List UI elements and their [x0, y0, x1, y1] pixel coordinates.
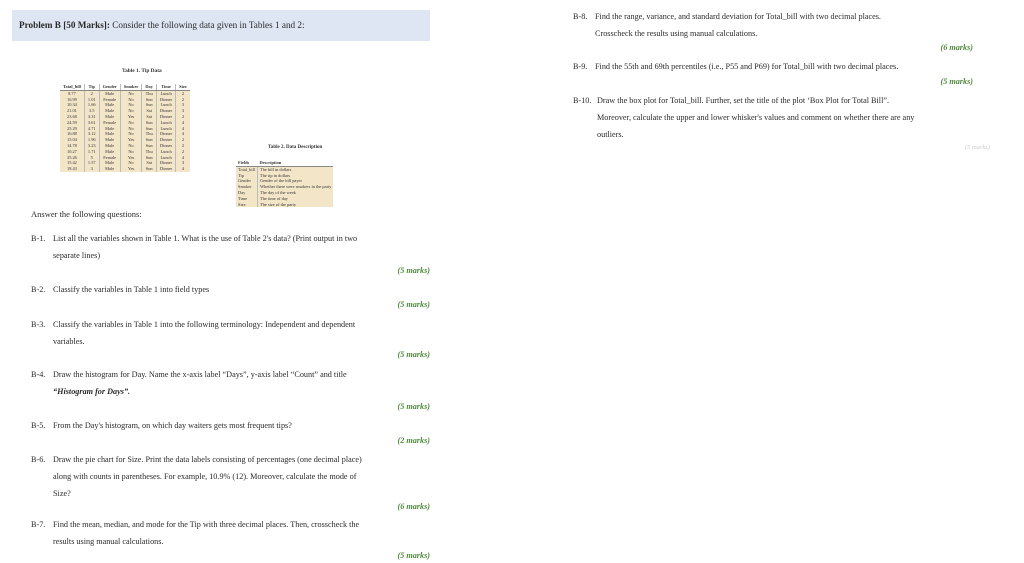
table-cell: Thu — [142, 149, 157, 155]
question-b4 — [31, 366, 436, 400]
table-cell: Male — [99, 90, 120, 96]
column-header: Day — [142, 84, 157, 90]
table-cell: 16.99 — [60, 97, 84, 103]
table-cell: No — [120, 160, 142, 166]
description-cell: Whether there were smokers in the party — [260, 184, 332, 190]
field-cell: Gender — [236, 178, 258, 184]
table-cell: Male — [99, 114, 120, 120]
table-cell: No — [120, 120, 142, 126]
table-cell: Sun — [142, 166, 157, 172]
field-cell: Tip — [236, 173, 258, 179]
question-b10 — [573, 92, 1013, 143]
table-cell: Male — [99, 137, 120, 143]
table-cell: 15.42 — [60, 160, 84, 166]
table-cell: 2 — [181, 148, 185, 154]
table-cell: 2 — [181, 137, 185, 143]
table-cell: Sun — [142, 126, 157, 132]
table2-caption: Table 2. Data Description — [268, 145, 323, 150]
table-cell: Dinner — [156, 137, 175, 143]
table-cell: 1.71 — [84, 149, 99, 155]
table-row — [236, 202, 333, 208]
table-cell: 3 — [181, 160, 185, 166]
description-cell: The size of the party — [260, 201, 297, 207]
field-cell: Size — [236, 202, 258, 208]
table-cell: Lunch — [156, 102, 175, 108]
question-text: Find the 55th and 69th percentiles (i.e., P55 and P69) for Total_bill with two decimal places. — [595, 62, 899, 71]
question-b3 — [31, 316, 436, 350]
table-cell: Dinner — [156, 131, 175, 137]
table-cell: Female — [99, 155, 120, 161]
table-cell: Male — [99, 126, 120, 132]
question-b9 — [573, 58, 1013, 75]
description-cell: The bill in dollars — [260, 166, 292, 172]
table-cell: Thu — [142, 90, 157, 96]
table-cell: 4 — [181, 131, 185, 137]
question-b7 — [31, 516, 436, 550]
table-cell: Dinner — [156, 97, 175, 103]
question-text: Draw the histogram for Day. Name the x-axis label “Days”, y-axis label “Count” and title — [53, 370, 347, 379]
question-label: B-4. — [31, 370, 46, 379]
table-cell: Male — [99, 102, 120, 108]
table-cell: 10.34 — [60, 102, 84, 108]
table-cell: Lunch — [156, 126, 175, 132]
table-cell: 3.5 — [84, 108, 99, 114]
question-label: B-5. — [31, 421, 46, 430]
question-text-cont: Crosscheck the results using manual calculations. — [595, 29, 758, 38]
table-cell: 2 — [181, 90, 185, 96]
table-cell: Sun — [142, 120, 157, 126]
question-text: Classify the variables in Table 1 into field types — [53, 285, 210, 294]
table-cell: Lunch — [156, 90, 175, 96]
question-b8 — [573, 8, 1013, 42]
marks-b3: (5 marks) — [397, 350, 430, 359]
table-cell: Female — [99, 97, 120, 103]
table-cell: 35.26 — [60, 155, 84, 161]
question-label: B-6. — [31, 455, 46, 464]
answer-heading: Answer the following questions: — [31, 209, 142, 219]
table-cell: 4.71 — [84, 126, 99, 132]
table-cell: 1.57 — [84, 160, 99, 166]
question-text-cont: results using manual calculations. — [53, 537, 164, 546]
problem-header — [12, 10, 430, 41]
table-cell: Dinner — [156, 108, 175, 114]
table-cell: Lunch — [156, 155, 175, 161]
question-label: B-10. — [573, 96, 592, 105]
marks-b5: (2 marks) — [397, 436, 430, 445]
table-cell: Female — [99, 120, 120, 126]
table-cell: 3 — [181, 108, 185, 114]
table-cell: 18.43 — [60, 166, 84, 172]
marks-b8: (6 marks) — [940, 43, 973, 52]
table1-caption: Table 1. Tip Data — [122, 68, 162, 74]
table-cell: 14.78 — [60, 143, 84, 149]
marks-b2: (5 marks) — [397, 300, 430, 309]
table-cell: 1.96 — [84, 137, 99, 143]
marks-b9: (5 marks) — [940, 77, 973, 86]
question-label: B-1. — [31, 234, 46, 243]
column-header: Total_bill — [60, 84, 84, 90]
table-cell: 4 — [181, 125, 185, 131]
problem-intro: Consider the following data given in Tables 1 and 2: — [109, 20, 305, 30]
description-cell: The tip in dollars — [260, 172, 291, 178]
question-text-cont: Size? — [53, 489, 71, 498]
table-cell: Sun — [142, 97, 157, 103]
column-header: Description — [258, 160, 334, 166]
data-description-table — [236, 160, 333, 207]
table-cell: 3.61 — [84, 120, 99, 126]
table-cell: Sat — [142, 160, 157, 166]
table-cell: 15.04 — [60, 137, 84, 143]
table-cell: Sun — [142, 155, 157, 161]
question-text-cont: variables. — [53, 337, 85, 346]
table-cell: 8.77 — [60, 90, 84, 96]
field-cell: Smoker — [236, 184, 258, 190]
table-cell: 1.01 — [84, 97, 99, 103]
table-cell: 21.01 — [60, 108, 84, 114]
table-cell: No — [120, 97, 142, 103]
field-cell: Total_bill — [236, 166, 258, 172]
table-cell: 2 — [181, 142, 185, 148]
field-cell: Day — [236, 190, 258, 196]
table-cell: Sun — [142, 137, 157, 143]
table-cell: 4 — [181, 119, 185, 125]
table-cell: 10.27 — [60, 149, 84, 155]
problem-title: Problem B [50 Marks]: — [19, 20, 110, 30]
table-cell: Male — [99, 149, 120, 155]
marks-b6: (6 marks) — [397, 502, 430, 511]
table-cell: No — [120, 131, 142, 137]
column-header: Smoker — [120, 84, 142, 90]
table-cell: No — [120, 102, 142, 108]
table-cell: 4 — [181, 154, 185, 160]
table-cell: 16.88 — [60, 131, 84, 137]
question-text-cont: outliers. — [597, 130, 624, 139]
table-cell: Male — [99, 160, 120, 166]
table-cell: Dinner — [156, 160, 175, 166]
question-text: Classify the variables in Table 1 into the following terminology: Independent and dependent — [53, 320, 356, 329]
question-text-cont: “Histogram for Days”. — [53, 387, 131, 396]
description-cell: Gender of the bill payer — [260, 178, 302, 184]
table-cell: 4 — [181, 166, 185, 172]
table-cell: 23.68 — [60, 114, 84, 120]
table-cell: 3.23 — [84, 143, 99, 149]
marks-b4: (5 marks) — [397, 402, 430, 411]
table-cell: 3 — [84, 166, 99, 172]
question-text: From the Day's histogram, on which day waiters gets most frequent tips? — [53, 421, 292, 430]
field-cell: Time — [236, 196, 258, 202]
table-cell: 3.12 — [84, 131, 99, 137]
question-b5 — [31, 417, 436, 434]
marks-b10: (5 marks) — [964, 144, 990, 151]
marks-b7: (5 marks) — [397, 551, 430, 560]
table-cell: Male — [99, 131, 120, 137]
table-cell: Lunch — [156, 120, 175, 126]
table-cell: 3 — [181, 102, 185, 108]
question-label: B-2. — [31, 285, 46, 294]
question-text-cont: Moreover, calculate the upper and lower whisker's values and comment on whether there are any — [597, 113, 915, 122]
table-cell: Yes — [120, 155, 142, 161]
table-cell: Sun — [142, 143, 157, 149]
table-cell: 1.66 — [84, 102, 99, 108]
table-cell: No — [120, 90, 142, 96]
question-label: B-9. — [573, 62, 588, 71]
table-cell: Sat — [142, 108, 157, 114]
table-cell: No — [120, 143, 142, 149]
question-b1 — [31, 230, 436, 264]
question-text: Find the range, variance, and standard deviation for Total_bill with two decimal places. — [595, 12, 881, 21]
table-cell: Dinner — [156, 166, 175, 172]
tip-data-table — [60, 84, 190, 172]
table-cell: Dinner — [156, 143, 175, 149]
table-cell: No — [120, 149, 142, 155]
table-cell: Sat — [142, 114, 157, 120]
column-header: Tip — [84, 84, 99, 90]
table-cell: Dinner — [156, 114, 175, 120]
column-header: Time — [156, 84, 175, 90]
table-cell: 2 — [84, 90, 99, 96]
question-text: Find the mean, median, and mode for the Tip with three decimal places. Then, crosscheck the — [53, 520, 360, 529]
question-label: B-8. — [573, 12, 588, 21]
table-cell: Yes — [120, 137, 142, 143]
table-cell: 3.31 — [84, 114, 99, 120]
table-cell: No — [120, 126, 142, 132]
column-header: Size — [176, 84, 190, 90]
question-text: Draw the box plot for Total_bill. Further, set the title of the plot ‘Box Plot for Total Bill”. — [597, 96, 890, 105]
table-cell: Yes — [120, 114, 142, 120]
table-cell: Male — [99, 143, 120, 149]
table-cell: Thu — [142, 131, 157, 137]
question-text: Draw the pie chart for Size. Print the data labels consisting of percentages (one decimal place) — [53, 455, 362, 464]
question-text-cont: along with counts in parentheses. For example, 10.9% (12). Moreover, calculate the mode of — [53, 472, 357, 481]
column-header: Gender — [99, 84, 120, 90]
table-cell: 2 — [181, 96, 185, 102]
question-text-cont: separate lines) — [53, 251, 101, 260]
column-header: Fields — [236, 160, 258, 166]
marks-b1: (5 marks) — [397, 266, 430, 275]
table-cell: Yes — [120, 166, 142, 172]
question-label: B-7. — [31, 520, 46, 529]
table-cell: Male — [99, 166, 120, 172]
table-cell: Male — [99, 108, 120, 114]
table-cell: 24.59 — [60, 120, 84, 126]
question-text: List all the variables shown in Table 1. What is the use of Table 2's data? (Print output in two — [53, 234, 358, 243]
table-cell: Lunch — [156, 149, 175, 155]
table-cell: No — [120, 108, 142, 114]
question-label: B-3. — [31, 320, 46, 329]
description-cell: The time of day — [260, 195, 288, 201]
table-row — [60, 166, 190, 172]
description-cell: The day of the week — [260, 189, 296, 195]
table-cell: 2 — [181, 113, 185, 119]
table-cell: Sun — [142, 102, 157, 108]
question-b6 — [31, 451, 436, 502]
table-cell: 25.29 — [60, 126, 84, 132]
table-cell: 5 — [84, 155, 99, 161]
question-b2 — [31, 281, 436, 298]
